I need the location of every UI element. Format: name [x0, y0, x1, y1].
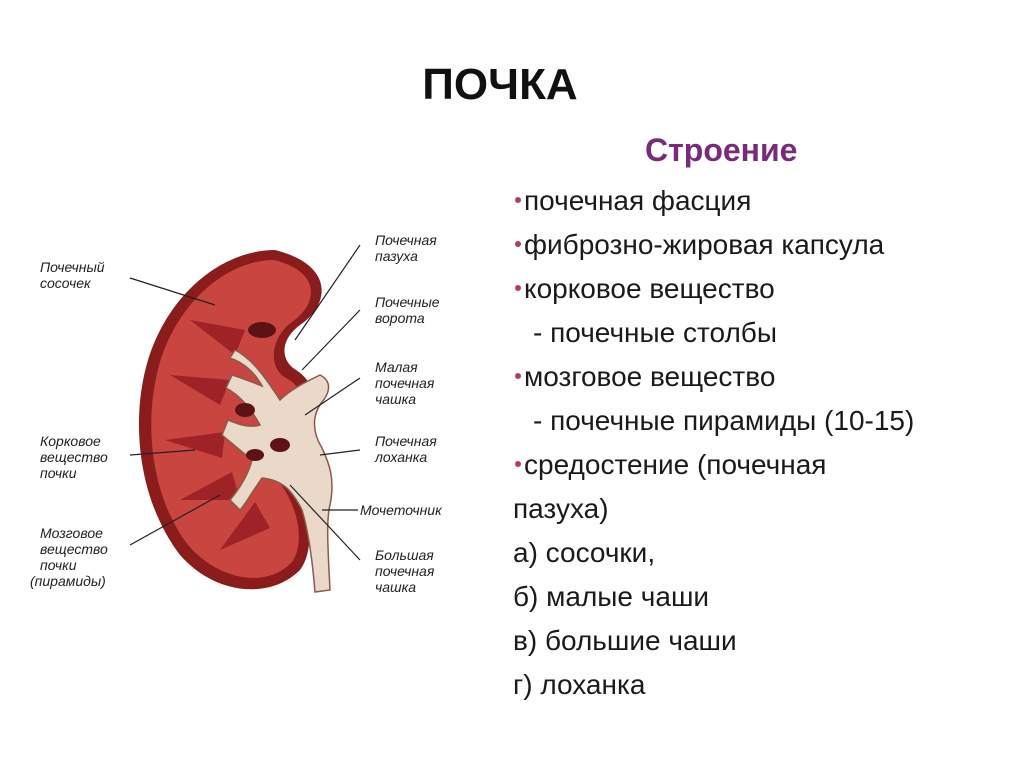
label-line: Большая [375, 547, 434, 563]
kidney-diagram [30, 210, 500, 620]
label-pazukha [375, 232, 441, 264]
list-item [513, 180, 751, 222]
label-line: лоханка [375, 449, 428, 465]
list-item [513, 488, 609, 530]
section-subtitle: Строение [645, 132, 798, 168]
list-item [513, 576, 709, 618]
list-item-text: б) малые чаши [513, 581, 710, 612]
label-line: вещество [40, 541, 108, 557]
label-line: Корковое [40, 433, 101, 449]
list-item [513, 268, 775, 310]
label-line: вещество [40, 449, 108, 465]
list-item-text: - почечные пирамиды (10-15) [533, 405, 915, 436]
label-line: (пирамиды) [30, 573, 106, 589]
label-lokhanka [374, 433, 441, 465]
bullet-icon [515, 241, 521, 247]
label-malaya [375, 359, 438, 407]
label-line: почечная [375, 563, 435, 579]
list-item-text: средостение (почечная [524, 449, 827, 480]
label-vorota [375, 294, 443, 326]
label-line: чашка [375, 391, 417, 407]
list-item [533, 400, 914, 442]
label-line: почки [40, 557, 77, 573]
list-item-text: фиброзно-жировая капсула [524, 229, 885, 260]
list-item-text: в) большие чаши [513, 625, 737, 656]
label-line: Почечные [375, 294, 440, 310]
label-line: почки [40, 465, 77, 481]
list-item [513, 620, 737, 662]
label-mozgovoe [30, 525, 112, 589]
list-item [513, 444, 826, 486]
bullet-icon [515, 373, 521, 379]
label-line: Почечный [40, 259, 105, 275]
label-line: Мозговое [40, 525, 103, 541]
page-title: ПОЧКА [422, 60, 578, 109]
list-item-text: пазуха) [513, 493, 609, 524]
list-item-text: корковое вещество [524, 273, 775, 304]
label-line: сосочек [40, 275, 91, 291]
label-line: Мочеточник [360, 502, 442, 518]
label-line: Почечная [375, 433, 437, 449]
list-item-text: - почечные столбы [533, 317, 777, 348]
bullet-icon [515, 285, 521, 291]
label-line: Малая [375, 359, 418, 375]
bullet-icon [515, 461, 521, 467]
label-line: почечная [375, 375, 435, 391]
list-item-text: почечная фасция [524, 185, 752, 216]
list-item-text: г) лоханка [513, 669, 646, 700]
list-item [533, 312, 777, 354]
label-line: ворота [375, 310, 425, 326]
label-mochetochnik [360, 502, 443, 518]
label-line: Почечная [375, 232, 437, 248]
label-bolshaya [375, 547, 438, 595]
list-item [513, 664, 645, 706]
list-item [513, 532, 655, 574]
list-item [513, 356, 775, 398]
list-item-text: мозговое вещество [524, 361, 776, 392]
label-korkovoe [40, 433, 112, 481]
label-line: пазуха [375, 248, 418, 264]
label-line: чашка [375, 579, 417, 595]
list-item-text: а) сосочки, [513, 537, 656, 568]
list-item [513, 224, 884, 266]
bullet-icon [515, 197, 521, 203]
label-sosochek [40, 259, 108, 291]
